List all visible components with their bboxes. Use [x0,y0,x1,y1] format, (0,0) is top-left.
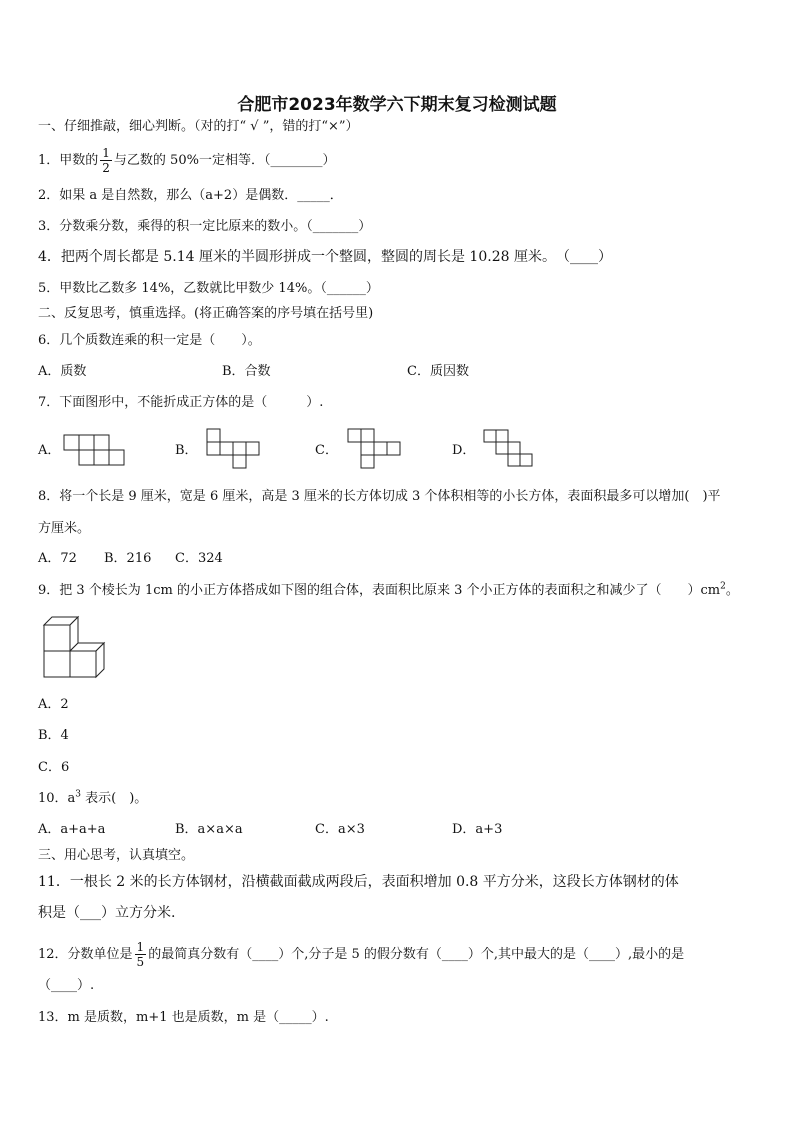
q10-option-d: D．a+3 [452,822,503,837]
section-2-heading: 二、反复思考，慎重选择。(将正确答案的序号填在括号里) [38,306,374,321]
q6-option-a: A．质数 [38,364,87,379]
question-6: 6．几个质数连乘的积一定是（ ）。 [38,333,261,348]
q9-option-c: C．6 [38,760,70,775]
question-2: 2．如果 a 是自然数，那么（a+2）是偶数．_____． [38,188,343,203]
q7-net-d [484,430,536,470]
q1-fraction [100,146,112,175]
q1-post: 与乙数的 50%一定相等．（________） [113,153,336,168]
q9-superscript: 2 [720,581,726,592]
question-11-line-2: 积是（___）立方分米. [38,905,176,921]
q6-option-b: B．合数 [222,364,271,379]
q7-option-b: B． [175,443,198,458]
q9-text: 9．把 3 个棱长为 1cm 的小正方体搭成如下图的组合体，表面积比原来 3 个小正方体的表面积之和减少了（ ）cm [38,583,721,598]
q10-superscript: 3 [75,789,82,800]
q10-pre: 10．a [38,791,76,806]
question-11-line-1: 11．一根长 2 米的长方体钢材，沿横截面截成两段后，表面积增加 0.8 平方分米，这段长方体钢材的体 [38,874,679,890]
q9-end: 。 [725,583,739,598]
q12-numerator: 1 [136,940,145,954]
q7-net-b [207,429,263,471]
q1-numerator: 1 [102,146,110,160]
q7-option-a: A． [38,443,61,458]
question-5: 5．甲数比乙数多 14%，乙数就比甲数少 14%。（______） [38,281,379,296]
question-3: 3．分数乘分数，乘得的积一定比原来的数小。（_______） [38,219,372,234]
q12-pre: 12．分数单位是 [38,947,133,962]
q1-pre: 1．甲数的 [38,153,99,168]
q10-option-a: A．a+a+a [38,822,106,837]
q10-post: 表示( )。 [81,791,148,806]
page-title: 合肥市2023年数学六下期末复习检测试题 [237,95,557,115]
q9-cube-figure [44,617,108,679]
q12-post: 的最简真分数有（____）个,分子是 5 的假分数有（____）个,其中最大的是（____）,最小的是 [148,947,685,962]
q7-option-d: D． [452,443,476,458]
q12-denominator: 5 [136,955,145,969]
question-13: 13．m 是质数，m+1 也是质数，m 是（_____）. [38,1010,329,1025]
q6-option-c: C．质因数 [407,364,469,379]
q10-option-b: B．a×a×a [175,822,243,837]
q12-fraction [135,940,147,969]
q8-option-b: B．216 [104,551,152,566]
question-9 [38,582,739,600]
q8-option-c: C．324 [175,551,223,566]
question-8-line-1: 8．将一个长是 9 厘米，宽是 6 厘米，高是 3 厘米的长方体切成 3 个体积相等的小长方体，表面积最多可以增加( )平 [38,489,721,504]
question-4: 4．把两个周长都是 5.14 厘米的半圆形拼成一个整圆，整圆的周长是 10.28 厘米。 （____） [38,249,612,265]
q7-net-c [348,429,404,471]
question-12 [38,940,684,969]
question-12-line-2: （____）. [38,978,95,993]
section-3-heading: 三、用心思考，认真填空。 [38,848,195,863]
question-8-line-2: 方厘米。 [38,521,91,536]
question-7: 7．下面图形中，不能折成正方体的是（ ）. [38,395,324,410]
q8-option-a: A．72 [38,551,77,566]
q9-option-b: B．4 [38,728,69,743]
q7-option-c: C． [315,443,338,458]
q1-denominator: 2 [102,161,110,175]
section-1-heading: 一、仔细推敲，细心判断。（对的打“ √ ”，错的打“×”） [38,119,359,134]
question-1 [38,146,335,175]
q9-option-a: A．2 [38,697,69,712]
q10-option-c: C．a×3 [315,822,365,837]
question-10 [38,790,147,808]
q7-net-a [64,435,128,467]
